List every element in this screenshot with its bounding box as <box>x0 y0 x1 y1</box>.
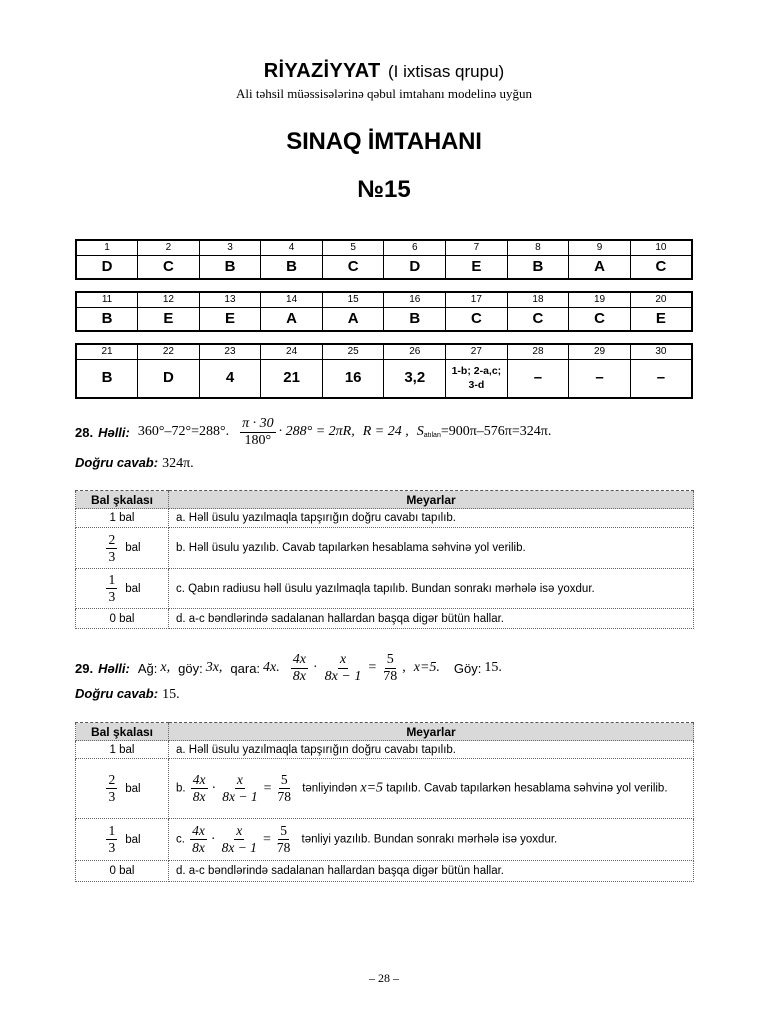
criteria-text-part: tapılıb. Cavab tapılarkən hesablama səhvinə yol verilib. <box>386 782 668 795</box>
score-cell: 0 bal <box>76 861 169 882</box>
area-calculation: =900π–576π=324π. <box>440 424 552 439</box>
answer-key-table-21-30 <box>75 343 693 399</box>
answer-key-table-1-10 <box>75 239 693 280</box>
fraction-numerator: 5 <box>386 651 394 667</box>
fraction-denominator: 8x <box>192 840 205 855</box>
page-number: – 28 – <box>369 971 399 985</box>
criteria-row <box>76 528 694 569</box>
question-number: 6 <box>384 240 446 255</box>
score-cell: 1 bal <box>76 509 169 528</box>
variable-label: göy: <box>178 660 203 676</box>
score-denominator: 3 <box>108 789 116 804</box>
fraction-denominator: 8x − 1 <box>324 668 362 684</box>
question-number: 2 <box>138 240 200 255</box>
answer-value: C <box>446 307 508 331</box>
answer-value: D <box>76 255 138 279</box>
answer-value: E <box>199 307 261 331</box>
answer-key-table-11-20 <box>75 291 693 332</box>
answer-value: 1-b; 2-a,c; 3-d <box>446 359 508 398</box>
answer-value: – <box>569 359 631 398</box>
answer-value: E <box>630 307 692 331</box>
question-number: 18 <box>507 292 569 307</box>
equation-fraction-1 <box>191 772 208 805</box>
question-number: 3 <box>199 240 261 255</box>
answer-value: B <box>76 307 138 331</box>
score-numerator: 2 <box>108 531 116 547</box>
score-scale-header: Bal şkalası <box>76 723 169 741</box>
score-fraction <box>106 772 117 805</box>
criteria-row <box>76 741 694 759</box>
answer-value: C <box>322 255 384 279</box>
result-value: 15. <box>484 660 502 675</box>
question-number: 25 <box>322 344 384 359</box>
equation-fraction-2 <box>220 823 259 856</box>
criteria-text: a. Həll üsulu yazılmaqla tapşırığın doğru cavabı tapılıb. <box>169 741 694 759</box>
criteria-header-row <box>76 723 694 741</box>
variable-label: qara: <box>230 660 261 676</box>
problem-28-answer <box>75 455 194 472</box>
criteria-table-28 <box>75 490 694 629</box>
separator: , <box>402 660 406 675</box>
criteria-header-row <box>76 491 694 509</box>
answer-value: 3,2 <box>384 359 446 398</box>
criteria-row <box>76 759 694 819</box>
arc-length-fraction <box>240 416 276 449</box>
subject-name: RİYAZİYYAT <box>263 60 381 82</box>
equation-fraction-2 <box>323 652 364 685</box>
x-value: x=5 <box>360 780 384 796</box>
question-numbers-row <box>76 344 692 359</box>
question-number: 24 <box>261 344 323 359</box>
criteria-text-part: tənliyi yazılıb. Bundan sonrakı mərhələ isə yoxdur. <box>301 833 558 846</box>
multiply-operator: · <box>312 660 318 675</box>
answer-value: B <box>199 255 261 279</box>
question-number: 10 <box>630 240 692 255</box>
answer-value: D <box>138 359 200 398</box>
score-denominator: 3 <box>108 840 116 855</box>
criteria-body <box>176 823 686 856</box>
question-number: 27 <box>446 344 508 359</box>
circumference-equation: · 288° = 2πR, <box>278 424 355 439</box>
question-number: 26 <box>384 344 446 359</box>
criteria-text-part: tənliyindən <box>302 782 358 795</box>
fraction-denominator: 8x − 1 <box>221 840 257 855</box>
question-number: 9 <box>569 240 631 255</box>
equation-fraction-3 <box>381 652 399 685</box>
answer-value: C <box>138 255 200 279</box>
criteria-header: Meyarlar <box>169 723 694 741</box>
variable-label: Ağ: <box>137 660 158 676</box>
exam-number: №15 <box>357 176 411 203</box>
criteria-row <box>76 509 694 528</box>
equation <box>189 772 295 805</box>
score-numerator: 1 <box>108 572 116 587</box>
fraction-numerator: 4x <box>292 651 306 667</box>
subject-title <box>0 58 768 86</box>
score-unit: bal <box>125 582 141 595</box>
area-symbol: S <box>416 424 424 439</box>
answer-value: – <box>630 359 692 398</box>
score-numerator: 1 <box>108 823 116 838</box>
answer-value: B <box>507 255 569 279</box>
answer-value: E <box>138 307 200 331</box>
result-label: Göy: <box>453 660 482 676</box>
question-number: 4 <box>261 240 323 255</box>
fraction-numerator: 5 <box>280 823 287 838</box>
fraction-numerator: x <box>236 823 243 838</box>
area-subscript: atılan <box>423 432 441 439</box>
answer-value: 21 <box>261 359 323 398</box>
equals-operator: = <box>368 660 377 675</box>
question-number: 29 <box>569 344 631 359</box>
score-denominator: 3 <box>108 548 116 564</box>
question-number: 20 <box>630 292 692 307</box>
score-cell <box>76 819 169 861</box>
criteria-text: d. a-c bəndlərində sadalanan hallardan başqa digər bütün hallar. <box>169 609 694 629</box>
answer-value: A <box>261 307 323 331</box>
solution-label: Həlli: <box>98 424 130 440</box>
question-number: 14 <box>261 292 323 307</box>
area-formula <box>417 424 552 440</box>
problem-number: 29. <box>75 660 94 676</box>
equation <box>188 823 294 856</box>
answers-row <box>76 359 692 398</box>
score-unit: bal <box>125 542 141 554</box>
question-number: 1 <box>76 240 138 255</box>
criteria-text: d. a-c bəndlərində sadalanan hallardan başqa digər bütün hallar. <box>169 861 694 882</box>
score-cell <box>76 759 169 819</box>
question-numbers-row <box>76 240 692 255</box>
criteria-row <box>76 569 694 609</box>
question-number: 5 <box>322 240 384 255</box>
exam-title: SINAQ İMTAHANI <box>286 128 482 155</box>
answer-value: B <box>76 359 138 398</box>
equation-fraction-2 <box>220 772 259 805</box>
x-value: x=5. <box>413 660 440 675</box>
angle-calculation: 360°–72°=288°. <box>137 424 230 439</box>
score-scale-header: Bal şkalası <box>76 491 169 509</box>
question-number: 13 <box>199 292 261 307</box>
problem-28-solution <box>75 414 693 450</box>
answer-value: A <box>569 255 631 279</box>
equals-operator: = <box>263 780 272 796</box>
score-denominator: 3 <box>108 589 116 604</box>
criteria-text: a. Həll üsulu yazılmaqla tapşırığın doğru cavabı tapılıb. <box>169 509 694 528</box>
question-number: 30 <box>630 344 692 359</box>
solution-label: Həlli: <box>98 660 130 676</box>
score-numerator: 2 <box>108 772 116 787</box>
subtitle: Ali təhsil müəssisələrinə qəbul imtahanı modelinə uyğun <box>235 86 533 101</box>
question-number: 7 <box>446 240 508 255</box>
fraction-denominator: 8x − 1 <box>222 789 258 804</box>
criteria-prefix: c. <box>176 833 185 846</box>
question-number: 15 <box>322 292 384 307</box>
answer-value: 16 <box>322 359 384 398</box>
equation-fraction-3 <box>275 823 293 856</box>
answer-value: D <box>384 255 446 279</box>
subject-group: (I ixtisas qrupu) <box>388 62 505 81</box>
variable-expression: x, <box>160 660 171 675</box>
equals-operator: = <box>262 831 271 847</box>
variable-expression: 3x, <box>205 660 223 675</box>
variable-expression: 4x. <box>263 660 280 675</box>
criteria-table-29 <box>75 722 694 882</box>
correct-answer-label: Doğru cavab: <box>75 686 159 701</box>
problem-29-answer <box>75 686 180 703</box>
question-number: 12 <box>138 292 200 307</box>
answer-value: B <box>384 307 446 331</box>
question-number: 22 <box>138 344 200 359</box>
correct-answer-value: 324π. <box>162 456 194 471</box>
fraction-denominator: 180° <box>244 432 272 448</box>
criteria-body <box>176 772 686 805</box>
question-number: 8 <box>507 240 569 255</box>
fraction-denominator: 78 <box>383 668 398 684</box>
equation-fraction-1 <box>190 823 207 856</box>
score-cell <box>76 569 169 609</box>
criteria-row <box>76 861 694 882</box>
radius-value: R = 24 , <box>362 424 409 439</box>
question-numbers-row <box>76 292 692 307</box>
fraction-numerator: 5 <box>280 772 288 787</box>
question-number: 19 <box>569 292 631 307</box>
fraction-numerator: 4x <box>192 772 206 787</box>
score-cell: 1 bal <box>76 741 169 759</box>
multiply-operator: · <box>210 831 216 847</box>
criteria-header: Meyarlar <box>169 491 694 509</box>
question-number: 23 <box>199 344 261 359</box>
answer-value: 4 <box>199 359 261 398</box>
fraction-denominator: 8x <box>192 789 206 804</box>
score-cell <box>76 528 169 569</box>
problem-29-solution <box>75 650 693 686</box>
criteria-row <box>76 819 694 861</box>
equation-fraction-1 <box>291 652 308 685</box>
criteria-prefix: b. <box>176 782 186 795</box>
fraction-numerator: π · 30 <box>242 415 274 431</box>
fraction-denominator: 78 <box>276 840 291 855</box>
criteria-text: c. Qabın radiusu həll üsulu yazılmaqla tapılıb. Bundan sonrakı mərhələ isə yoxdur. <box>169 569 694 609</box>
score-fraction <box>106 572 117 605</box>
question-number: 17 <box>446 292 508 307</box>
answer-value: C <box>507 307 569 331</box>
answer-value: A <box>322 307 384 331</box>
fraction-numerator: x <box>236 772 243 787</box>
answer-value: C <box>569 307 631 331</box>
fraction-denominator: 8x <box>292 668 306 684</box>
score-unit: bal <box>125 782 141 795</box>
fraction-numerator: 4x <box>192 823 205 838</box>
problem-number: 28. <box>75 424 94 440</box>
answer-value: – <box>507 359 569 398</box>
question-number: 21 <box>76 344 138 359</box>
criteria-text <box>169 819 694 861</box>
question-number: 28 <box>507 344 569 359</box>
score-cell: 0 bal <box>76 609 169 629</box>
answer-value: C <box>630 255 692 279</box>
criteria-text: b. Həll üsulu yazılıb. Cavab tapılarkən hesablama səhvinə yol verilib. <box>169 528 694 569</box>
score-fraction <box>106 823 117 856</box>
equation-fraction-3 <box>275 772 293 805</box>
criteria-row <box>76 609 694 629</box>
criteria-text <box>169 759 694 819</box>
correct-answer-value: 15. <box>162 687 180 702</box>
score-unit: bal <box>125 833 141 846</box>
fraction-numerator: x <box>339 651 347 667</box>
answer-value: E <box>446 255 508 279</box>
multiply-operator: · <box>211 780 217 796</box>
question-number: 16 <box>384 292 446 307</box>
score-fraction <box>106 532 117 565</box>
answer-value: B <box>261 255 323 279</box>
question-number: 11 <box>76 292 138 307</box>
answers-row <box>76 307 692 331</box>
correct-answer-label: Doğru cavab: <box>75 455 159 470</box>
fraction-denominator: 78 <box>277 789 291 804</box>
answers-row <box>76 255 692 279</box>
